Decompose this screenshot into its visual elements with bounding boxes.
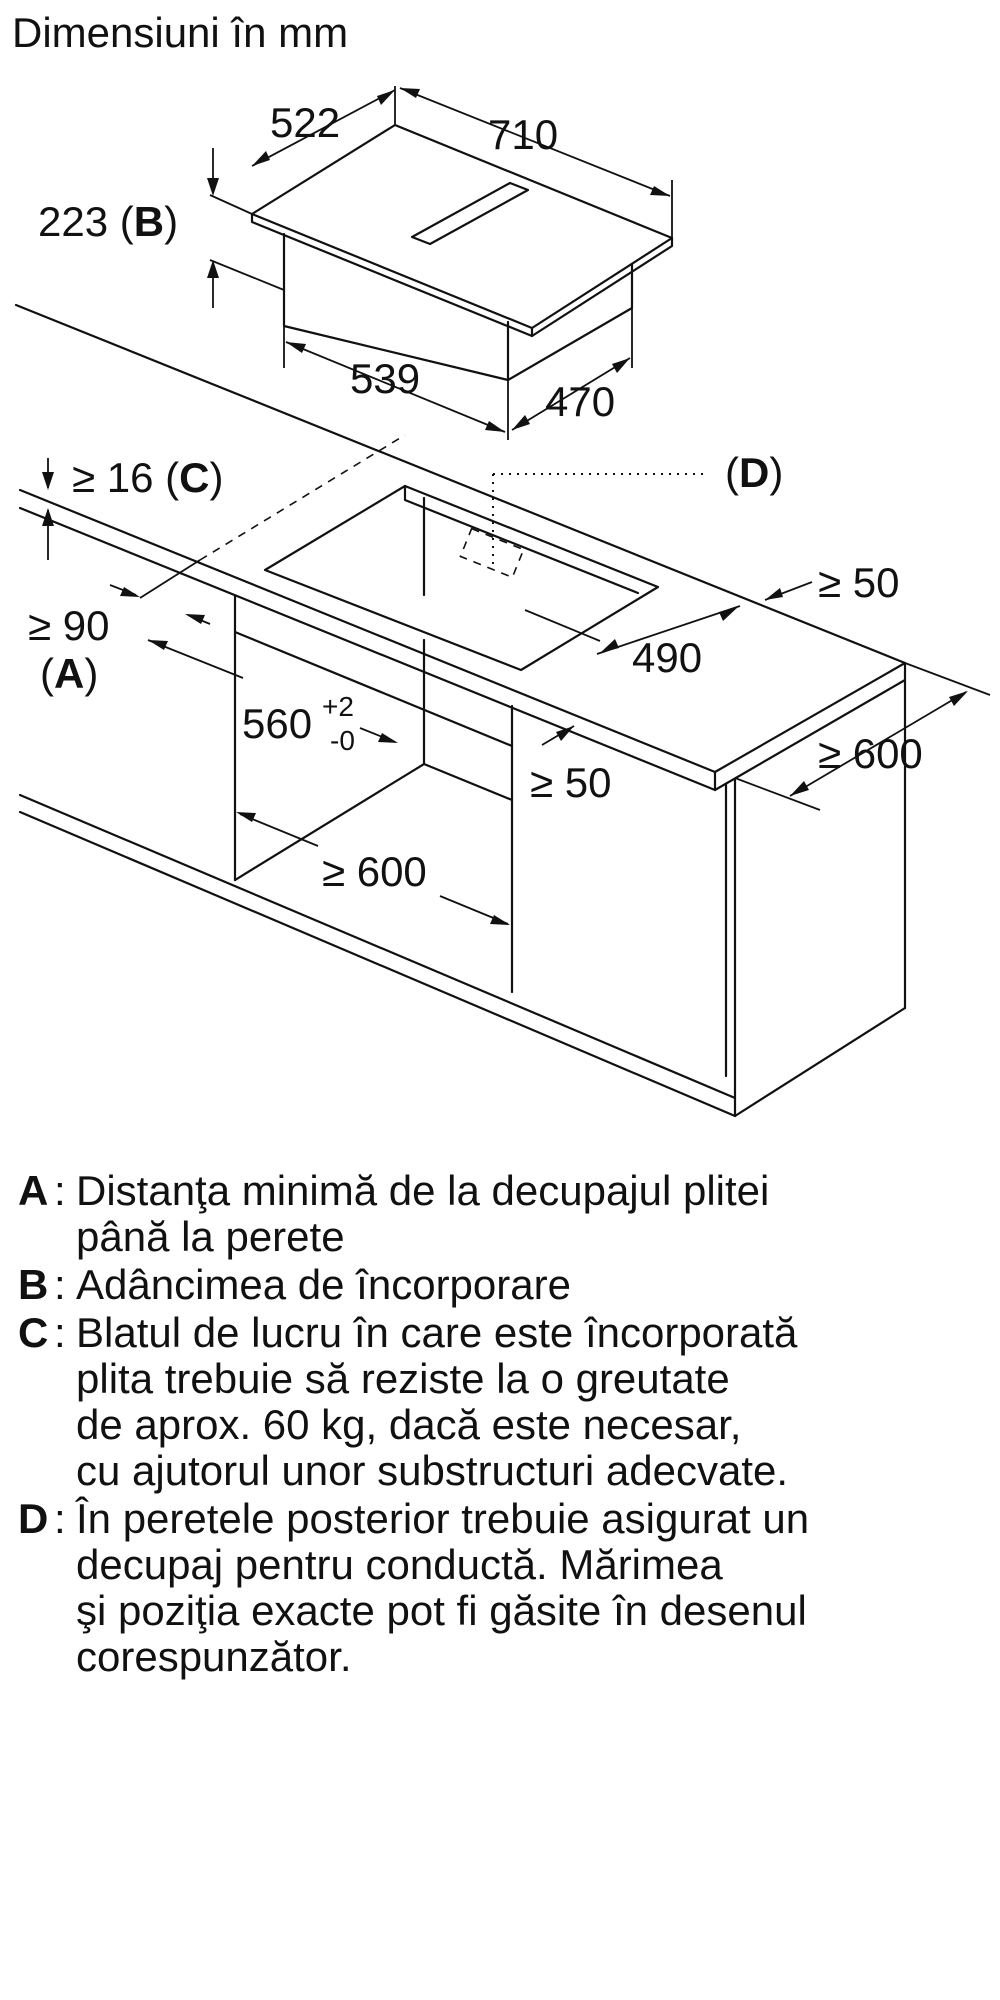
- legend: [18, 1168, 978, 1682]
- legend-item-a: [18, 1168, 978, 1260]
- legend-line: de aprox. 60 kg, dacă este necesar,: [76, 1401, 742, 1448]
- legend-text: [76, 1262, 978, 1308]
- legend-line: Adâncimea de încorporare: [76, 1261, 571, 1308]
- worktop-drawing: [16, 305, 905, 1116]
- label-cutout-depth: 490: [632, 634, 703, 681]
- cooktop-drawing: [252, 125, 672, 380]
- legend-colon: :: [54, 1167, 66, 1214]
- legend-item-d: [18, 1496, 978, 1680]
- label-install-height: 223 (B): [38, 198, 179, 245]
- legend-line: plita trebuie să reziste la o greutate: [76, 1355, 730, 1402]
- label-pipe-cutout: (D): [725, 449, 784, 496]
- label-wall-distance: ≥ 90: [28, 602, 110, 649]
- legend-item-c: [18, 1310, 978, 1494]
- label-wall-distance-key: (A): [40, 650, 99, 697]
- legend-colon: :: [54, 1309, 66, 1356]
- legend-line: până la perete: [76, 1213, 345, 1260]
- label-cooktop-depth: 522: [270, 99, 341, 146]
- legend-line: decupaj pentru conductă. Mărimea: [76, 1541, 723, 1588]
- label-cutout-width: 560: [242, 700, 313, 747]
- legend-line: Distanţa minimă de la decupajul plitei: [76, 1167, 770, 1214]
- label-cabinet-width: ≥ 600: [322, 848, 427, 895]
- legend-text: [76, 1310, 978, 1494]
- label-side-distance: ≥ 50: [818, 559, 900, 606]
- page-title: Dimensiuni în mm: [12, 9, 349, 56]
- legend-key: B: [18, 1261, 49, 1308]
- legend-line: În peretele posterior trebuie asigurat un: [76, 1495, 810, 1542]
- legend-item-b: [18, 1262, 978, 1308]
- legend-colon: :: [54, 1261, 66, 1308]
- label-body-width: 539: [350, 355, 421, 402]
- label-cutout-width-tol-minus: -0: [330, 725, 355, 756]
- legend-key: C: [18, 1309, 49, 1356]
- label-front-distance: ≥ 50: [530, 759, 612, 806]
- legend-line: Blatul de lucru în care este încorporată: [76, 1309, 798, 1356]
- label-body-depth: 470: [545, 378, 616, 425]
- legend-text: [76, 1168, 978, 1260]
- legend-line: şi poziţia exacte pot fi găsite în desenul: [76, 1587, 807, 1634]
- legend-text: [76, 1496, 978, 1680]
- legend-line: corespunzător.: [76, 1633, 352, 1680]
- label-cutout-width-tol-plus: +2: [322, 691, 354, 722]
- legend-colon: :: [54, 1495, 66, 1542]
- label-cooktop-width: 710: [488, 111, 559, 158]
- legend-line: cu ajutorul unor substructuri adecvate.: [76, 1447, 789, 1494]
- label-worktop-depth: ≥ 600: [818, 730, 923, 777]
- legend-key: D: [18, 1495, 49, 1542]
- legend-key: A: [18, 1167, 49, 1214]
- label-worktop-thickness: ≥ 16 (C): [72, 454, 224, 501]
